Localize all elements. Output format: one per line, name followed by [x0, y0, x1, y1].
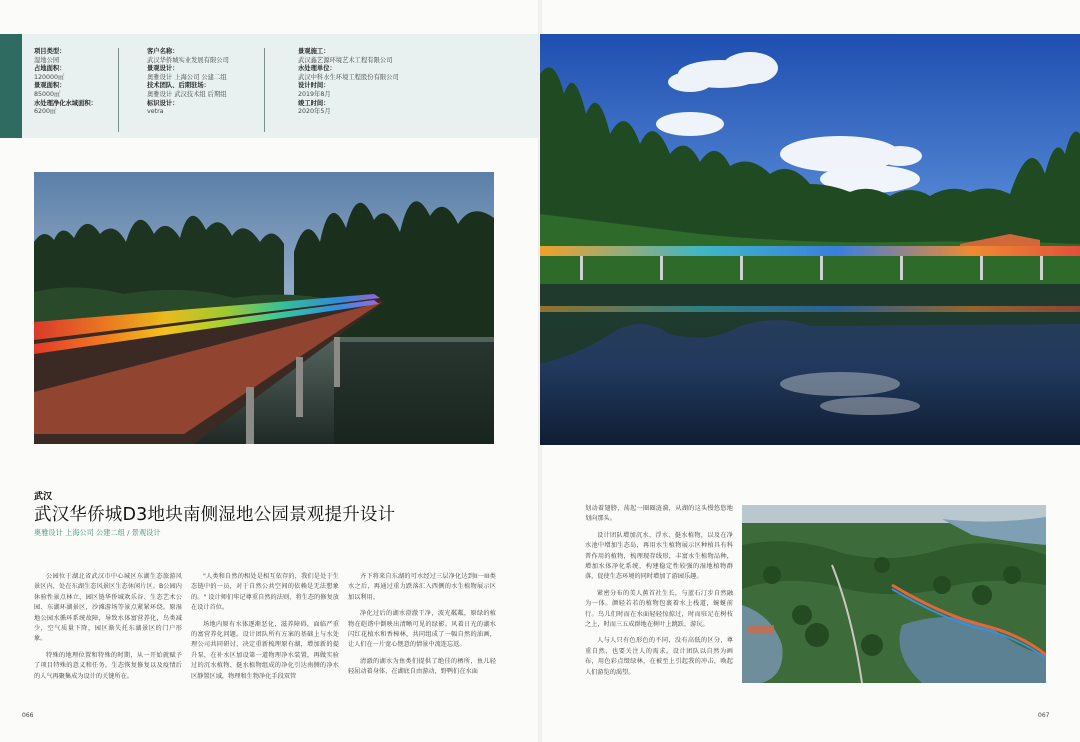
paragraph: 场地内原有水体逐渐恶化，滋养障碍，面临严重的富营养化问题。设计团队所有方案的基础上与水处理公司共同研讨，决定重新梳理原有湖，增加新的提升泵，在补水区加设第一道物理净水装置，再做实验过的沉水植物、挺水植物组成的净化引达南侧的净水区静置区域，物理和生物净化手段双管 — [191, 620, 339, 680]
article-title: 武汉华侨城D3地块南侧湿地公园景观提升设计 — [34, 505, 396, 525]
paragraph: "人类和自然的相处是相互依存的，我们是处于生态链中的一员，对于自然公共空间的依赖是无法想象的。" 设计师们牢记尊重自然的法则，将生态的修复放在设计首位。 — [191, 573, 339, 612]
panel-accent-bar — [0, 34, 22, 138]
body-column-1 — [34, 572, 182, 688]
info-value: 奥雅设计 武汉技术组 后期组 — [147, 90, 227, 98]
info-value: 6200㎡ — [34, 108, 57, 116]
info-value: 武汉华侨城实业发展有限公司 — [147, 56, 229, 64]
info-label: 水处理单位： — [298, 65, 336, 73]
info-label: 景观面积： — [34, 82, 66, 90]
info-label: 客户名称： — [147, 48, 179, 55]
info-label: 竣工时间： — [298, 99, 330, 107]
aerial-park-photo — [742, 505, 1046, 683]
paragraph: 划动着翅膀，荡起一圈圈涟漪，从湖的这头慢悠悠地划向那头。 — [585, 505, 733, 523]
info-label: 项目类型： — [34, 48, 66, 55]
column-divider — [118, 48, 119, 132]
paragraph: 净化过后的湖水澄澈干净，波光粼粼，原绿的植物在皑谐中倒映出清晰可见的绿影。风着日光的湖水闪红花植水和香樟林，共同组成了一幅自然的油画，让人们在一片宽心惬意的情景中流连忘返。 — [348, 610, 496, 649]
info-value: 2019年8月 — [298, 90, 331, 98]
info-label: 占地面积： — [34, 65, 66, 73]
body-column-2 — [191, 572, 339, 688]
info-label: 景观施工： — [298, 48, 330, 55]
body-column-3 — [348, 572, 496, 684]
info-value: vetra — [147, 108, 164, 116]
lake-bridge-photo — [540, 34, 1080, 445]
info-label: 景观设计： — [147, 65, 179, 73]
info-value: 武汉中科水生环境工程股份有限公司 — [298, 73, 399, 81]
info-value: 湿地公园 — [34, 56, 60, 64]
paragraph: 人与人只有色形色的不同，没有高低的区分，尊重自然，也要关注人的需求。设计团队以自然为画布，用色彩点缀绿林，在被至上引起我的冲击，唤起人们游览的渴望。 — [585, 637, 733, 676]
info-column-2 — [147, 48, 262, 117]
project-info-panel — [0, 34, 538, 138]
paragraph: 公园位于湖北省武汉市中心城区东湖生态旅游风景区内，处在东湖生态风景区生态休闲片区。B公园内休验性景点林立，园区链华侨城欢乐谷、生态艺术公园、东湖环湖景区，沙滩游场等景点紧紧环绕。原湿地公园水循环系统故障，导致水体富营养化，鸟类减少，空气质量下降，园区渐失托东湖景区的门户形象。 — [34, 573, 182, 643]
info-value: 武汉鑫艺源环境艺术工程有限公司 — [298, 56, 393, 64]
info-value: 奥雅设计 上海公司 公建二组 — [147, 73, 227, 81]
info-label: 技术团队、后期驻场： — [147, 82, 210, 90]
info-label: 水处理净化水域面积： — [34, 99, 97, 107]
page-number-right: 067 — [1038, 712, 1050, 719]
body-column-4 — [585, 504, 733, 684]
paragraph: 齐下将来自东湖的可水经过三层净化达到II一III类水之后，再通过重力跌落汇入西侧的水生植物展示区加以利用。 — [348, 573, 496, 601]
article-credit: 奥雅设计 上海公司 公建二组 / 景观设计 — [34, 528, 161, 537]
paragraph: 设计团队增加沉水、浮水、挺水植物，以及在净水池中增加生态岛，再用水生植物展示区种植具有科普作用的植物，梳理现存线形，丰富水生植物品种，增加水体净化系统，构建稳定性较强的湿地植物群落，促使生态环境的同时增加了游园乐趣。 — [585, 531, 733, 581]
article-kicker: 武汉 — [34, 492, 53, 502]
info-value: 85000㎡ — [34, 90, 61, 98]
paragraph: 紧密分布的美人蕉首社生长，与蓝石汀步自然融为一体。颜轻若若的植物包裹着水上栈道，蜿蜒前行。鸟儿们时而在水面轻轻惊掠过，时而驻足在树枝之上，时而三五成群地在树叶上跳跃，游玩。 — [585, 589, 733, 629]
info-column-1 — [34, 48, 124, 117]
column-divider — [264, 48, 265, 132]
paragraph: 特殊的地理位置和特殊的时期，从一开始就赋予了项目特殊的意义和任务。生态恢复修复以及疫情后的人气再聚集成为设计的关键所在。 — [34, 651, 182, 680]
paragraph: 清澈的湖水为鱼类们提供了绝佳的栖所，鱼儿轻轻屈动着身体，在湖底自由游动，野鸭们在水面 — [348, 657, 496, 676]
page-number-left: 066 — [22, 712, 34, 719]
info-label: 标识设计： — [147, 99, 179, 107]
info-column-3 — [298, 48, 438, 117]
info-label: 设计时间： — [298, 82, 330, 90]
info-value: 2020年5月 — [298, 108, 331, 116]
boardwalk-photo — [34, 172, 494, 444]
info-value: 120000㎡ — [34, 73, 65, 81]
